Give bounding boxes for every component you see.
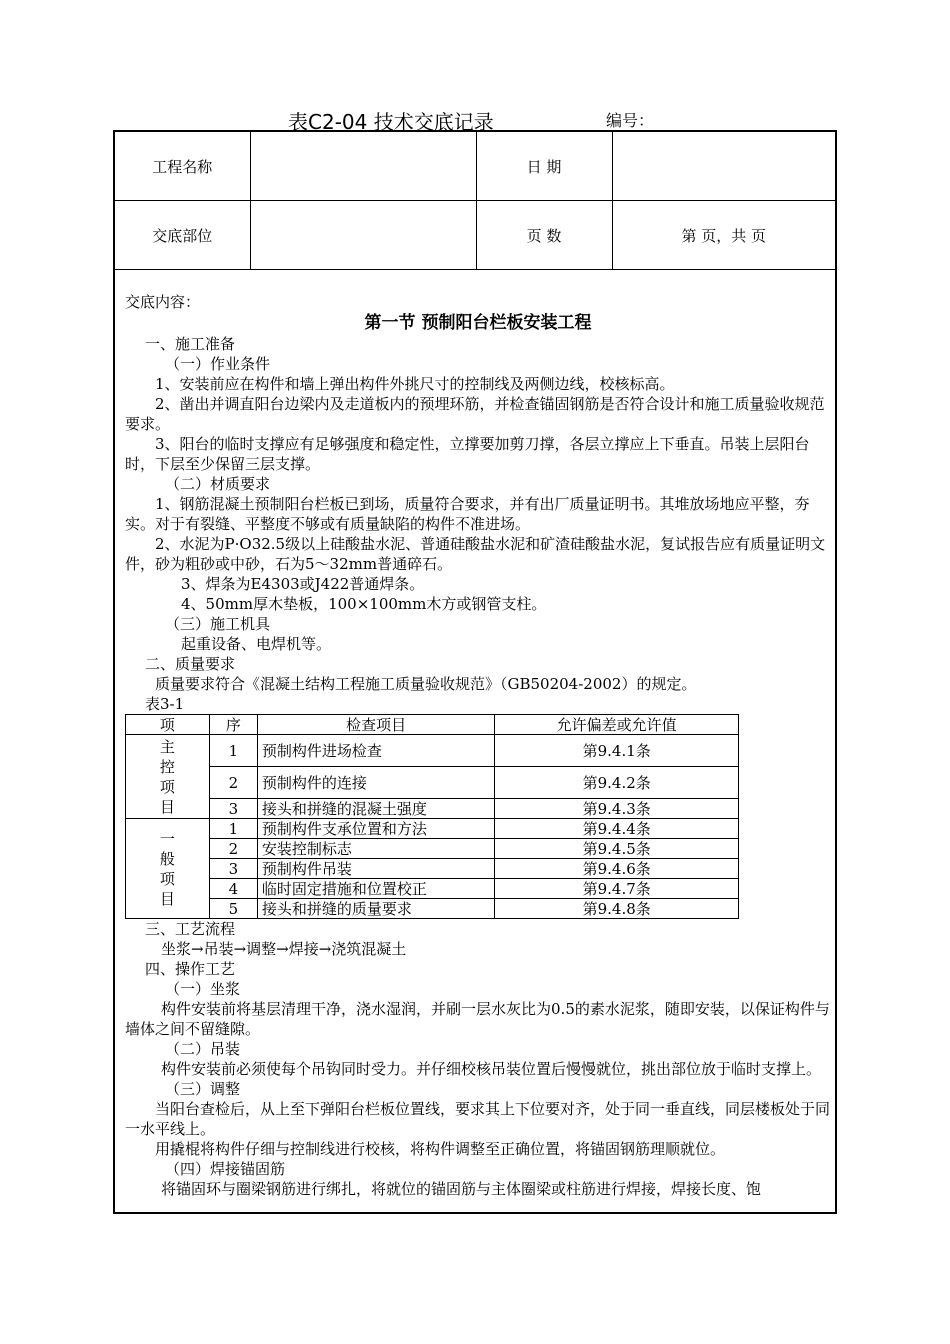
paragraph: 1、安装前应在构件和墙上弹出构件外挑尺寸的控制线及两侧边线，校核标高。 <box>155 375 675 393</box>
subheading-4-4: （四）焊接锚固筋 <box>165 1160 286 1178</box>
table-row: 主控项目 1 预制构件进场检查 第9.4.1条 <box>126 735 739 767</box>
table-header-cell: 允许偏差或允许值 <box>495 715 739 735</box>
paragraph: 当阳台查检后，从上至下弹阳台栏板位置线，要求其上下位要对齐，处于同一垂直线，同层楼板处于同一水平线上。 <box>125 1100 831 1138</box>
paragraph: 3、阳台的临时支撑应有足够强度和稳定性，立撑要加剪刀撑，各层立撑应上下垂直。吊装上层阳台时，下层至少保留三层支撑。 <box>125 435 810 473</box>
subheading-4-1: （一）坐浆 <box>165 980 241 998</box>
paragraph: 用撬棍将构件仔细与控制线进行校核，将构件调整至正确位置，将锚固钢筋理顺就位。 <box>155 1140 726 1158</box>
table-header-cell: 序 <box>209 715 257 735</box>
heading-1: 一、施工准备 <box>145 335 236 353</box>
form-number-label: 编号： <box>606 111 655 130</box>
form-title: 表C2-04 技术交底记录 <box>288 110 494 134</box>
part-label: 交底部位 <box>115 201 250 270</box>
record-form <box>113 130 837 1214</box>
subheading-1-1: （一）作业条件 <box>165 355 271 373</box>
table-row: 4 临时固定措施和位置校正 第9.4.7条 <box>126 879 739 899</box>
date-label: 日 期 <box>476 132 612 201</box>
subheading-4-3: （三）调整 <box>165 1080 241 1098</box>
paragraph: 构件安装前将基层清理干净，浇水湿润，并刷一层水灰比为0.5的素水泥浆，随即安装，以保证构件与墙体之间不留缝隙。 <box>125 1000 830 1038</box>
heading-2: 二、质量要求 <box>145 655 236 673</box>
document-title <box>0 106 950 132</box>
process-flow: 坐浆→吊装→调整→焊接→浇筑混凝土 <box>161 940 407 958</box>
table-row: 一般项目 1 预制构件支承位置和方法 第9.4.4条 <box>126 819 739 839</box>
disclosure-content <box>125 292 831 1199</box>
group-main-control: 主控项目 <box>126 735 210 819</box>
paragraph: 2、凿出并调直阳台边梁内及走道板内的预埋环筋，并检查锚固钢筋是否符合设计和施工质量验收规范要求。 <box>125 395 825 433</box>
subheading-1-2: （二）材质要求 <box>165 475 271 493</box>
section-title: 第一节 预制阳台栏板安装工程 <box>364 313 592 333</box>
table-header-cell: 检查项目 <box>257 715 495 735</box>
paragraph: 4、50mm厚木垫板，100×100mm木方或钢管支柱。 <box>181 595 547 613</box>
table-row: 3 接头和拼缝的混凝土强度 第9.4.3条 <box>126 799 739 819</box>
subheading-1-3: （三）施工机具 <box>165 615 271 633</box>
paragraph: 起重设备、电焊机等。 <box>181 635 332 653</box>
project-name-field[interactable] <box>250 132 476 201</box>
table-row: 2 安装控制标志 第9.4.5条 <box>126 839 739 859</box>
project-name-label: 工程名称 <box>115 132 250 201</box>
table-header-cell: 项 <box>126 715 210 735</box>
pages-value: 第 页，共 页 <box>612 201 835 270</box>
part-field[interactable] <box>250 201 476 270</box>
date-field[interactable] <box>612 132 835 201</box>
content-intro: 交底内容： <box>125 293 201 311</box>
paragraph: 1、钢筋混凝土预制阳台栏板已到场，质量符合要求，并有出厂质量证明书。其堆放场地应平整，夯实。对于有裂缝、平整度不够或有质量缺陷的构件不准进场。 <box>125 495 810 533</box>
paragraph: 3、焊条为E4303或J422普通焊条。 <box>181 575 425 593</box>
table-row: 3 预制构件吊装 第9.4.6条 <box>126 859 739 879</box>
subheading-4-2: （二）吊装 <box>165 1040 241 1058</box>
heading-3: 三、工艺流程 <box>145 920 236 938</box>
table-label: 表3-1 <box>145 695 185 713</box>
paragraph: 将锚固环与圈梁钢筋进行绑扎，将就位的锚固筋与主体圈梁或柱筋进行焊接，焊接长度、饱 <box>161 1180 762 1198</box>
header-table <box>115 132 835 270</box>
group-general: 一般项目 <box>126 819 210 919</box>
table-row: 2 预制构件的连接 第9.4.2条 <box>126 767 739 799</box>
heading-4: 四、操作工艺 <box>145 960 236 978</box>
paragraph: 质量要求符合《混凝土结构工程施工质量验收规范》（GB50204-2002）的规定。 <box>155 675 697 693</box>
table-row: 5 接头和拼缝的质量要求 第9.4.8条 <box>126 899 739 919</box>
pages-label: 页 数 <box>476 201 612 270</box>
paragraph: 2、水泥为P·O32.5级以上硅酸盐水泥、普通硅酸盐水泥和矿渣硅酸盐水泥，复试报告应有质量证明文件，砂为粗砂或中砂，石为5～32mm普通碎石。 <box>125 535 826 573</box>
paragraph: 构件安装前必须使每个吊钩同时受力。并仔细校核吊装位置后慢慢就位，挑出部位放于临时支撑上。 <box>161 1060 822 1078</box>
quality-table <box>125 714 739 919</box>
